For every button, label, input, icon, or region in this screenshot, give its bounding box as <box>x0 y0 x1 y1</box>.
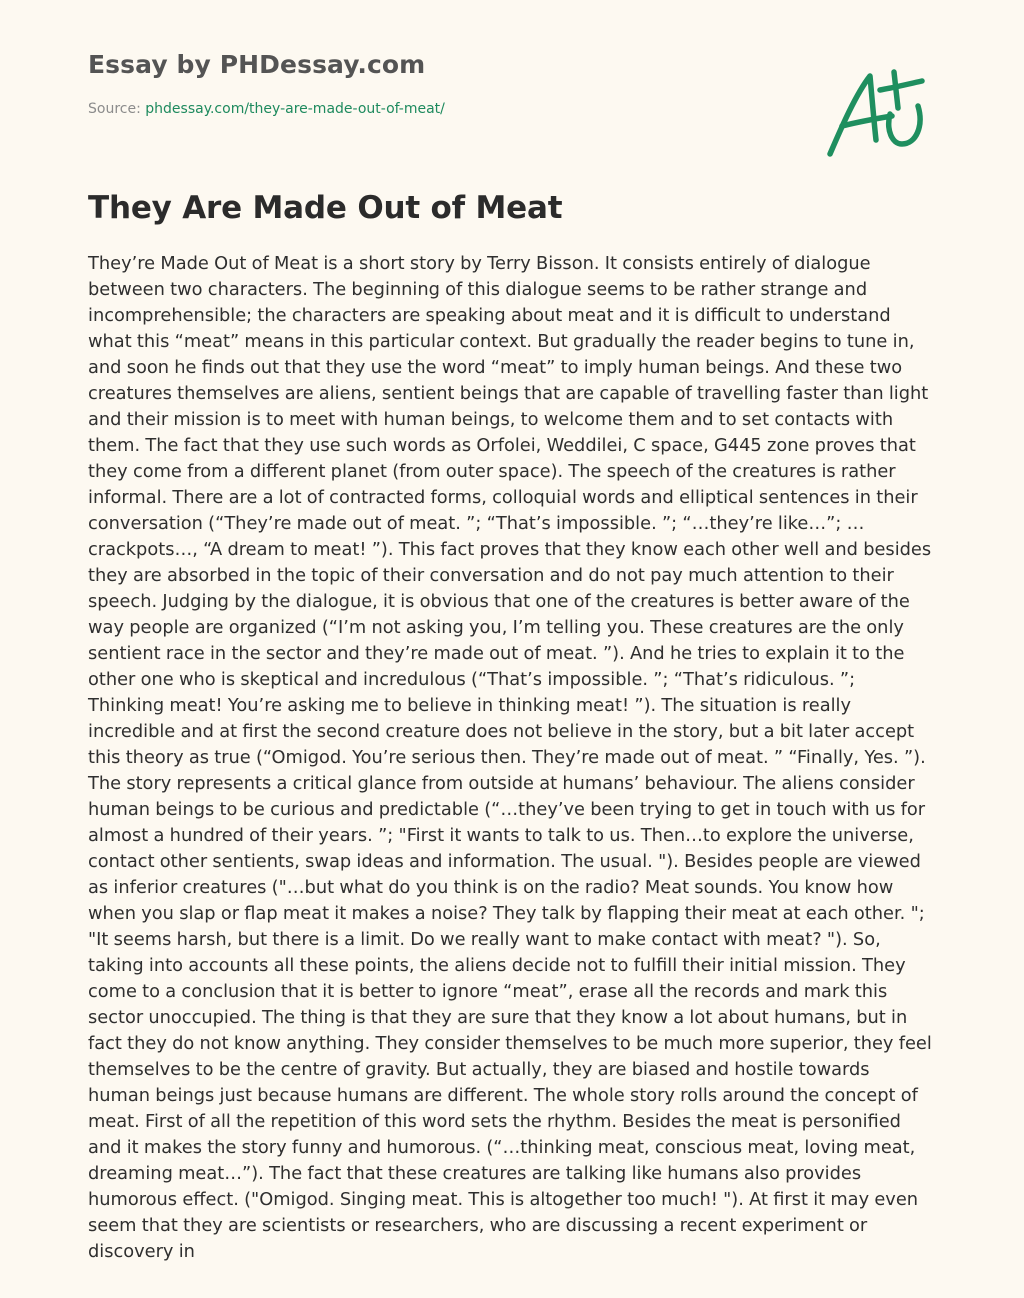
source-label: Source: <box>88 101 146 117</box>
a-plus-logo-icon <box>818 64 930 160</box>
source-line <box>88 101 445 117</box>
site-brand: Essay by PHDessay.com <box>88 50 426 79</box>
source-link[interactable]: phdessay.com/they-are-made-out-of-meat/ <box>145 101 445 117</box>
essay-title: They Are Made Out of Meat <box>88 190 563 226</box>
essay-body: They’re Made Out of Meat is a short story by Terry Bisson. It consists entirely of dialogue between two characters. The beginning of this dialogue seems to be rather strange and incomprehensible; the characters are speaking about meat and it is difficult to understand what this “meat” means in this particular context. But gradually the reader begins to tune in, and soon he finds out that they use the word “meat” to imply human beings. And these two creatures themselves are aliens, sentient beings that are capable of travelling faster than light and their mission is to meet with human beings, to welcome them and to set contacts with them. The fact that they use such words as Orfolei, Weddilei, C space, G445 zone proves that they come from a different planet (from outer space). The speech of the creatures is rather informal. There are a lot of contracted forms, colloquial words and elliptical sentences in their conversation (“They’re made out of meat. ”; “That’s impossible. ”; “…they’re like…”; …crackpots…, “A dream to meat! ”). This fact proves that they know each other well and besides they are absorbed in the topic of their conversation and do not pay much attention to their speech. Judging by the dialogue, it is obvious that one of the creatures is better aware of the way people are organized (“I’m not asking you, I’m telling you. These creatures are the only sentient race in the sector and they’re made out of meat. ”). And he tries to explain it to the other one who is skeptical and incredulous (“That’s impossible. ”; “That’s ridiculous. ”; Thinking meat! You’re asking me to believe in thinking meat! ”). The situation is really incredible and at first the second creature does not believe in the story, but a bit later accept this theory as true (“Omigod. You’re serious then. They’re made out of meat. ” “Finally, Yes. ”). The story represents a critical glance from outside at humans’ behaviour. The aliens consider human beings to be curious and predictable (“…they’ve been trying to get in touch with us for almost a hundred of their years. ”; "First it wants to talk to us. Then…to explore the universe, contact other sentients, swap ideas and information. The usual. "). Besides people are viewed as inferior creatures ("…but what do you think is on the radio? Meat sounds. You know how when you slap or flap meat it makes a noise? They talk by flapping their meat at each other. "; "It seems harsh, but there is a limit. Do we really want to make contact with meat? "). So, taking into accounts all these points, the aliens decide not to fulfill their initial mission. They come to a conclusion that it is better to ignore “meat”, erase all the records and mark this sector unoccupied. The thing is that they are sure that they know a lot about humans, but in fact they do not know anything. They consider themselves to be much more superior, they feel themselves to be the centre of gravity. But actually, they are biased and hostile towards human beings just because humans are different. The whole story rolls around the concept of meat. First of all the repetition of this word sets the rhythm. Besides the meat is personified and it makes the story funny and humorous. (“…thinking meat, conscious meat, loving meat, dreaming meat…”). The fact that these creatures are talking like humans also provides humorous effect. ("Omigod. Singing meat. This is altogether too much! "). At first it may even seem that they are scientists or researchers, who are discussing a recent experiment or discovery in <box>88 253 932 1262</box>
